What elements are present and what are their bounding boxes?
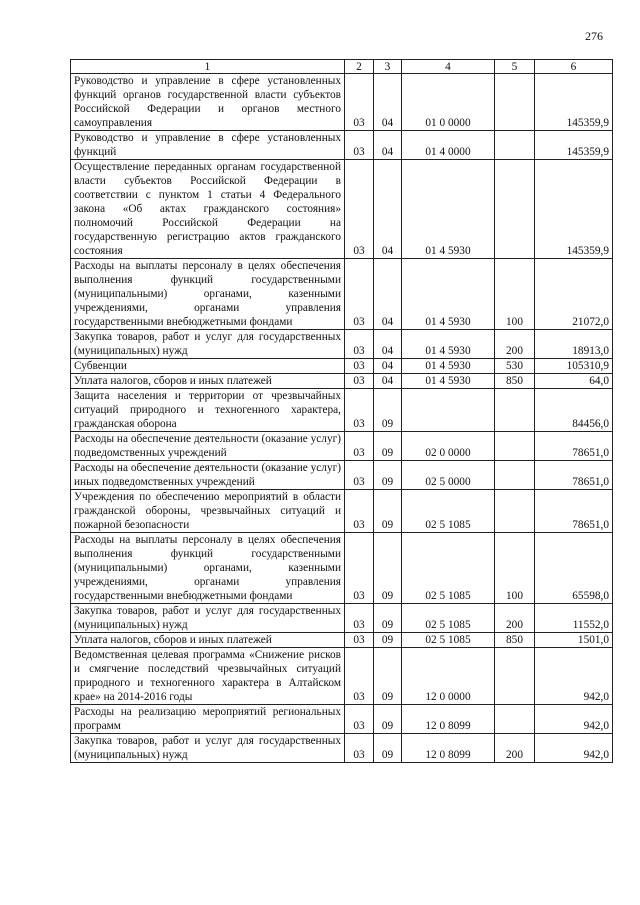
row-amount: 942,0	[535, 648, 613, 705]
row-expense-type: 850	[495, 633, 535, 648]
row-name: Руководство и управление в сфере установленных функций органов государственной власти субъектов Российской Федерации и органов местного самоуправления	[71, 74, 345, 131]
row-name: Руководство и управление в сфере установленных функций	[71, 131, 345, 160]
table-row	[71, 74, 613, 131]
table-row	[71, 705, 613, 734]
row-target-article: 01 4 5930	[402, 160, 495, 259]
table-row	[71, 461, 613, 490]
row-name: Закупка товаров, работ и услуг для государственных (муниципальных) нужд	[71, 330, 345, 359]
row-amount: 84456,0	[535, 389, 613, 432]
row-section: 03	[345, 604, 374, 633]
row-amount: 18913,0	[535, 330, 613, 359]
row-expense-type	[495, 131, 535, 160]
row-name: Закупка товаров, работ и услуг для государственных (муниципальных) нужд	[71, 604, 345, 633]
row-name: Субвенции	[71, 359, 345, 374]
row-subsection: 04	[374, 259, 402, 330]
table-row	[71, 374, 613, 389]
row-amount: 64,0	[535, 374, 613, 389]
row-section: 03	[345, 705, 374, 734]
row-section: 03	[345, 633, 374, 648]
row-amount: 78651,0	[535, 461, 613, 490]
table-header-row	[71, 60, 613, 74]
header-col-5: 5	[495, 60, 535, 74]
row-target-article: 01 4 5930	[402, 359, 495, 374]
table-row	[71, 604, 613, 633]
row-name: Расходы на выплаты персоналу в целях обеспечения выполнения функций государственными (муниципальными) органами, казенными учреждениями, органами управления государственными внебюджетными фондами	[71, 533, 345, 604]
row-subsection: 09	[374, 633, 402, 648]
budget-table	[70, 59, 613, 763]
table-row	[71, 160, 613, 259]
row-subsection: 04	[374, 359, 402, 374]
table-row	[71, 648, 613, 705]
row-name: Учреждения по обеспечению мероприятий в области гражданской обороны, чрезвычайных ситуаций и пожарной безопасности	[71, 490, 345, 533]
table-body	[71, 74, 613, 763]
row-name: Осуществление переданных органам государственной власти субъектов Российской Федерации в соответствии с пунктом 1 статьи 4 Федерального закона «Об актах гражданского состояния» полномочий Российской Федерации на государственную регистрацию актов гражданского состояния	[71, 160, 345, 259]
row-name: Расходы на реализацию мероприятий региональных программ	[71, 705, 345, 734]
row-amount: 145359,9	[535, 160, 613, 259]
row-section: 03	[345, 461, 374, 490]
row-expense-type: 200	[495, 604, 535, 633]
row-section: 03	[345, 74, 374, 131]
row-target-article: 12 0 8099	[402, 734, 495, 763]
row-subsection: 04	[374, 160, 402, 259]
row-section: 03	[345, 533, 374, 604]
row-amount: 78651,0	[535, 490, 613, 533]
table-row	[71, 389, 613, 432]
row-expense-type: 530	[495, 359, 535, 374]
row-section: 03	[345, 259, 374, 330]
row-subsection: 09	[374, 734, 402, 763]
row-name: Защита населения и территории от чрезвычайных ситуаций природного и техногенного характера, гражданская оборона	[71, 389, 345, 432]
row-subsection: 09	[374, 461, 402, 490]
header-col-3: 3	[374, 60, 402, 74]
row-expense-type	[495, 160, 535, 259]
row-section: 03	[345, 432, 374, 461]
row-expense-type: 100	[495, 259, 535, 330]
row-expense-type	[495, 389, 535, 432]
row-amount: 145359,9	[535, 74, 613, 131]
row-target-article: 02 5 0000	[402, 461, 495, 490]
row-name: Уплата налогов, сборов и иных платежей	[71, 633, 345, 648]
table-row	[71, 259, 613, 330]
row-target-article: 01 4 5930	[402, 374, 495, 389]
row-target-article: 02 5 1085	[402, 533, 495, 604]
row-amount: 145359,9	[535, 131, 613, 160]
row-section: 03	[345, 330, 374, 359]
row-section: 03	[345, 389, 374, 432]
row-target-article: 01 4 5930	[402, 330, 495, 359]
table-row	[71, 330, 613, 359]
row-subsection: 04	[374, 74, 402, 131]
row-target-article: 01 4 0000	[402, 131, 495, 160]
row-target-article: 12 0 8099	[402, 705, 495, 734]
row-subsection: 09	[374, 432, 402, 461]
table-row	[71, 432, 613, 461]
row-section: 03	[345, 359, 374, 374]
row-expense-type: 200	[495, 330, 535, 359]
row-expense-type	[495, 648, 535, 705]
table-row	[71, 359, 613, 374]
row-subsection: 09	[374, 533, 402, 604]
row-expense-type	[495, 74, 535, 131]
row-target-article: 02 0 0000	[402, 432, 495, 461]
table-row	[71, 131, 613, 160]
header-col-4: 4	[402, 60, 495, 74]
row-section: 03	[345, 648, 374, 705]
row-target-article: 02 5 1085	[402, 633, 495, 648]
page-number: 276	[585, 29, 603, 43]
row-subsection: 04	[374, 330, 402, 359]
row-target-article: 01 0 0000	[402, 74, 495, 131]
row-name: Расходы на выплаты персоналу в целях обеспечения выполнения функций государственными (муниципальными) органами, казенными учреждениями, органами управления государственными внебюджетными фондами	[71, 259, 345, 330]
row-section: 03	[345, 131, 374, 160]
row-target-article	[402, 389, 495, 432]
row-amount: 1501,0	[535, 633, 613, 648]
row-expense-type: 200	[495, 734, 535, 763]
row-amount: 105310,9	[535, 359, 613, 374]
row-expense-type	[495, 461, 535, 490]
table-row	[71, 633, 613, 648]
row-target-article: 02 5 1085	[402, 490, 495, 533]
row-section: 03	[345, 490, 374, 533]
row-subsection: 09	[374, 705, 402, 734]
row-name: Ведомственная целевая программа «Снижение рисков и смягчение последствий чрезвычайных ситуаций природного и техногенного характера в Алтайском крае» на 2014-2016 годы	[71, 648, 345, 705]
row-amount: 942,0	[535, 734, 613, 763]
row-target-article: 01 4 5930	[402, 259, 495, 330]
row-name: Закупка товаров, работ и услуг для государственных (муниципальных) нужд	[71, 734, 345, 763]
row-expense-type	[495, 432, 535, 461]
row-name: Расходы на обеспечение деятельности (оказание услуг) иных подведомственных учреждений	[71, 461, 345, 490]
row-amount: 65598,0	[535, 533, 613, 604]
row-amount: 942,0	[535, 705, 613, 734]
row-section: 03	[345, 374, 374, 389]
table-row	[71, 734, 613, 763]
row-expense-type	[495, 705, 535, 734]
table-row	[71, 490, 613, 533]
row-subsection: 04	[374, 374, 402, 389]
header-col-6: 6	[535, 60, 613, 74]
row-section: 03	[345, 160, 374, 259]
row-subsection: 09	[374, 389, 402, 432]
row-target-article: 02 5 1085	[402, 604, 495, 633]
row-amount: 78651,0	[535, 432, 613, 461]
row-amount: 21072,0	[535, 259, 613, 330]
row-name: Уплата налогов, сборов и иных платежей	[71, 374, 345, 389]
header-col-2: 2	[345, 60, 374, 74]
row-subsection: 09	[374, 648, 402, 705]
row-expense-type: 100	[495, 533, 535, 604]
row-expense-type: 850	[495, 374, 535, 389]
header-col-1: 1	[71, 60, 345, 74]
row-section: 03	[345, 734, 374, 763]
row-expense-type	[495, 490, 535, 533]
table-row	[71, 533, 613, 604]
row-name: Расходы на обеспечение деятельности (оказание услуг) подведомственных учреждений	[71, 432, 345, 461]
row-target-article: 12 0 0000	[402, 648, 495, 705]
row-amount: 11552,0	[535, 604, 613, 633]
row-subsection: 04	[374, 131, 402, 160]
row-subsection: 09	[374, 604, 402, 633]
row-subsection: 09	[374, 490, 402, 533]
